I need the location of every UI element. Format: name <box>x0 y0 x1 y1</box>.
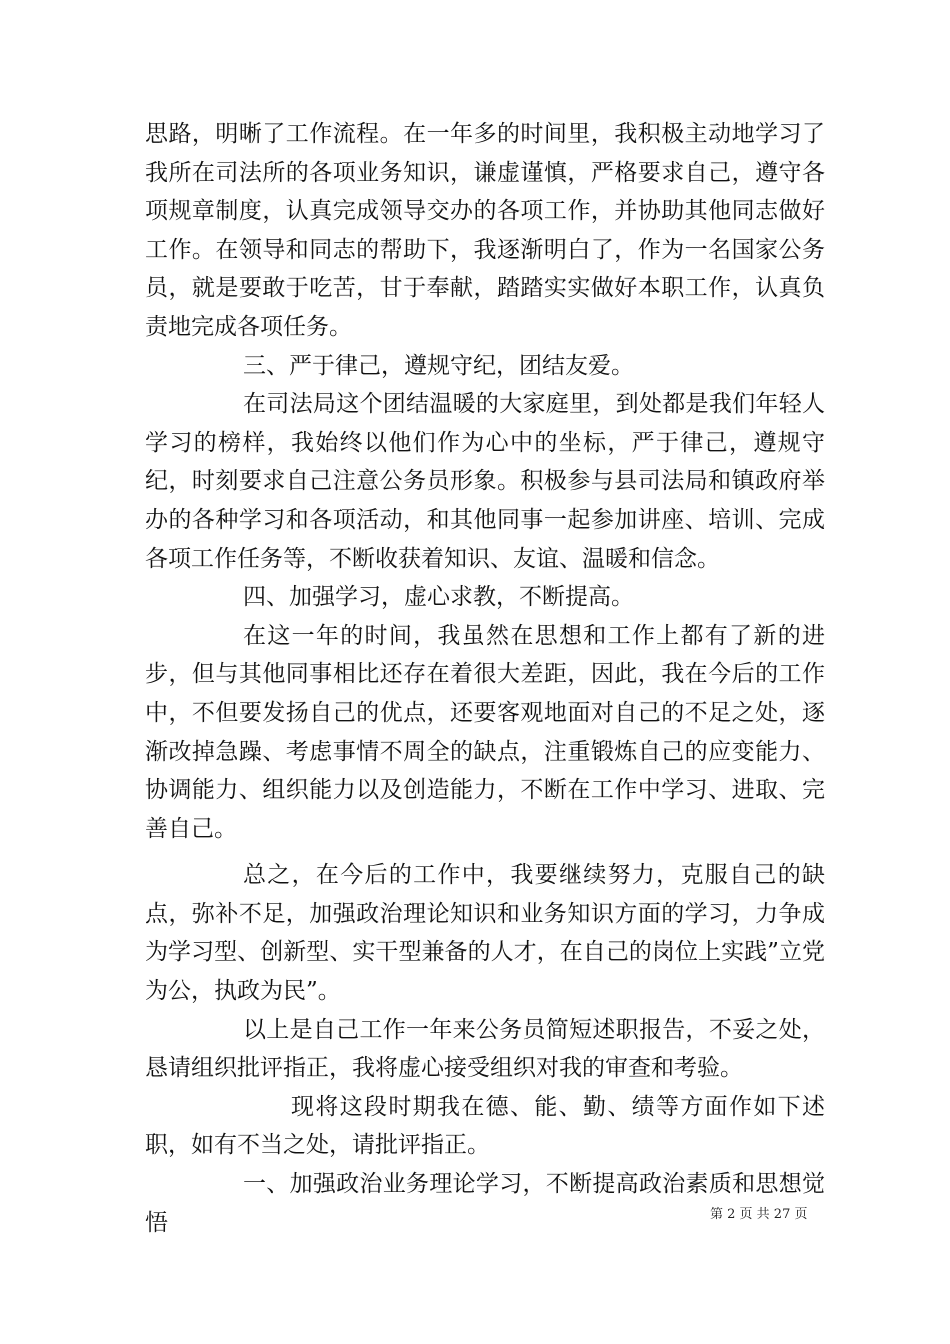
section-heading-political-study: 一、加强政治业务理论学习，不断提高政治素质和思想觉悟 <box>145 1171 825 1236</box>
paragraph-summary: 总之，在今后的工作中，我要继续努力，克服自己的缺点，弥补不足，加强政治理论知识和业务知识方面的学习，力争成为学习型、创新型、实干型兼备的人才，在自己的岗位上实践”立党为公，执政为民”。 <box>145 862 825 1005</box>
document-body <box>145 115 825 1242</box>
page-number-footer: 第 2 页 共 27 页 <box>710 1207 808 1222</box>
paragraph-work-process: 思路，明晰了工作流程。在一年多的时间里，我积极主动地学习了我所在司法所的各项业务知识，谦虚谨慎，严格要求自己，遵守各项规章制度，认真完成领导交办的各项工作，并协助其他同志做好工作。在领导和同志的帮助下，我逐渐明白了，作为一名国家公务员，就是要敢于吃苦，甘于奉献，踏踏实实做好本职工作，认真负责地完成各项任务。 <box>145 121 825 340</box>
paragraph-discipline: 在司法局这个团结温暖的大家庭里，到处都是我们年轻人学习的榜样，我始终以他们作为心中的坐标，严于律己，遵规守纪，时刻要求自己注意公务员形象。积极参与县司法局和镇政府举办的各种学习和各项活动，和其他同事一起参加讲座、培训、完成各项工作任务等，不断收获着知识、友谊、温暖和信念。 <box>145 391 825 572</box>
section-heading-discipline: 三、严于律己，遵规守纪，团结友爱。 <box>243 352 634 379</box>
paragraph-learning: 在这一年的时间，我虽然在思想和工作上都有了新的进步，但与其他同事相比还存在着很大差距，因此，我在今后的工作中，不但要发扬自己的优点，还要客观地面对自己的不足之处，逐渐改掉急躁、考虑事情不周全的缺点，注重锻炼自己的应变能力、协调能力、组织能力以及创造能力，不断在工作中学习、进取、完善自己。 <box>145 622 825 842</box>
paragraph-report-intro: 现将这段时期我在德、能、勤、绩等方面作如下述职，如有不当之处，请批评指正。 <box>145 1093 825 1159</box>
section-heading-learning: 四、加强学习，虚心求教，不断提高。 <box>243 584 634 611</box>
paragraph-closing: 以上是自己工作一年来公务员简短述职报告，不妥之处，恳请组织批评指正，我将虚心接受组织对我的审查和考验。 <box>145 1016 825 1082</box>
